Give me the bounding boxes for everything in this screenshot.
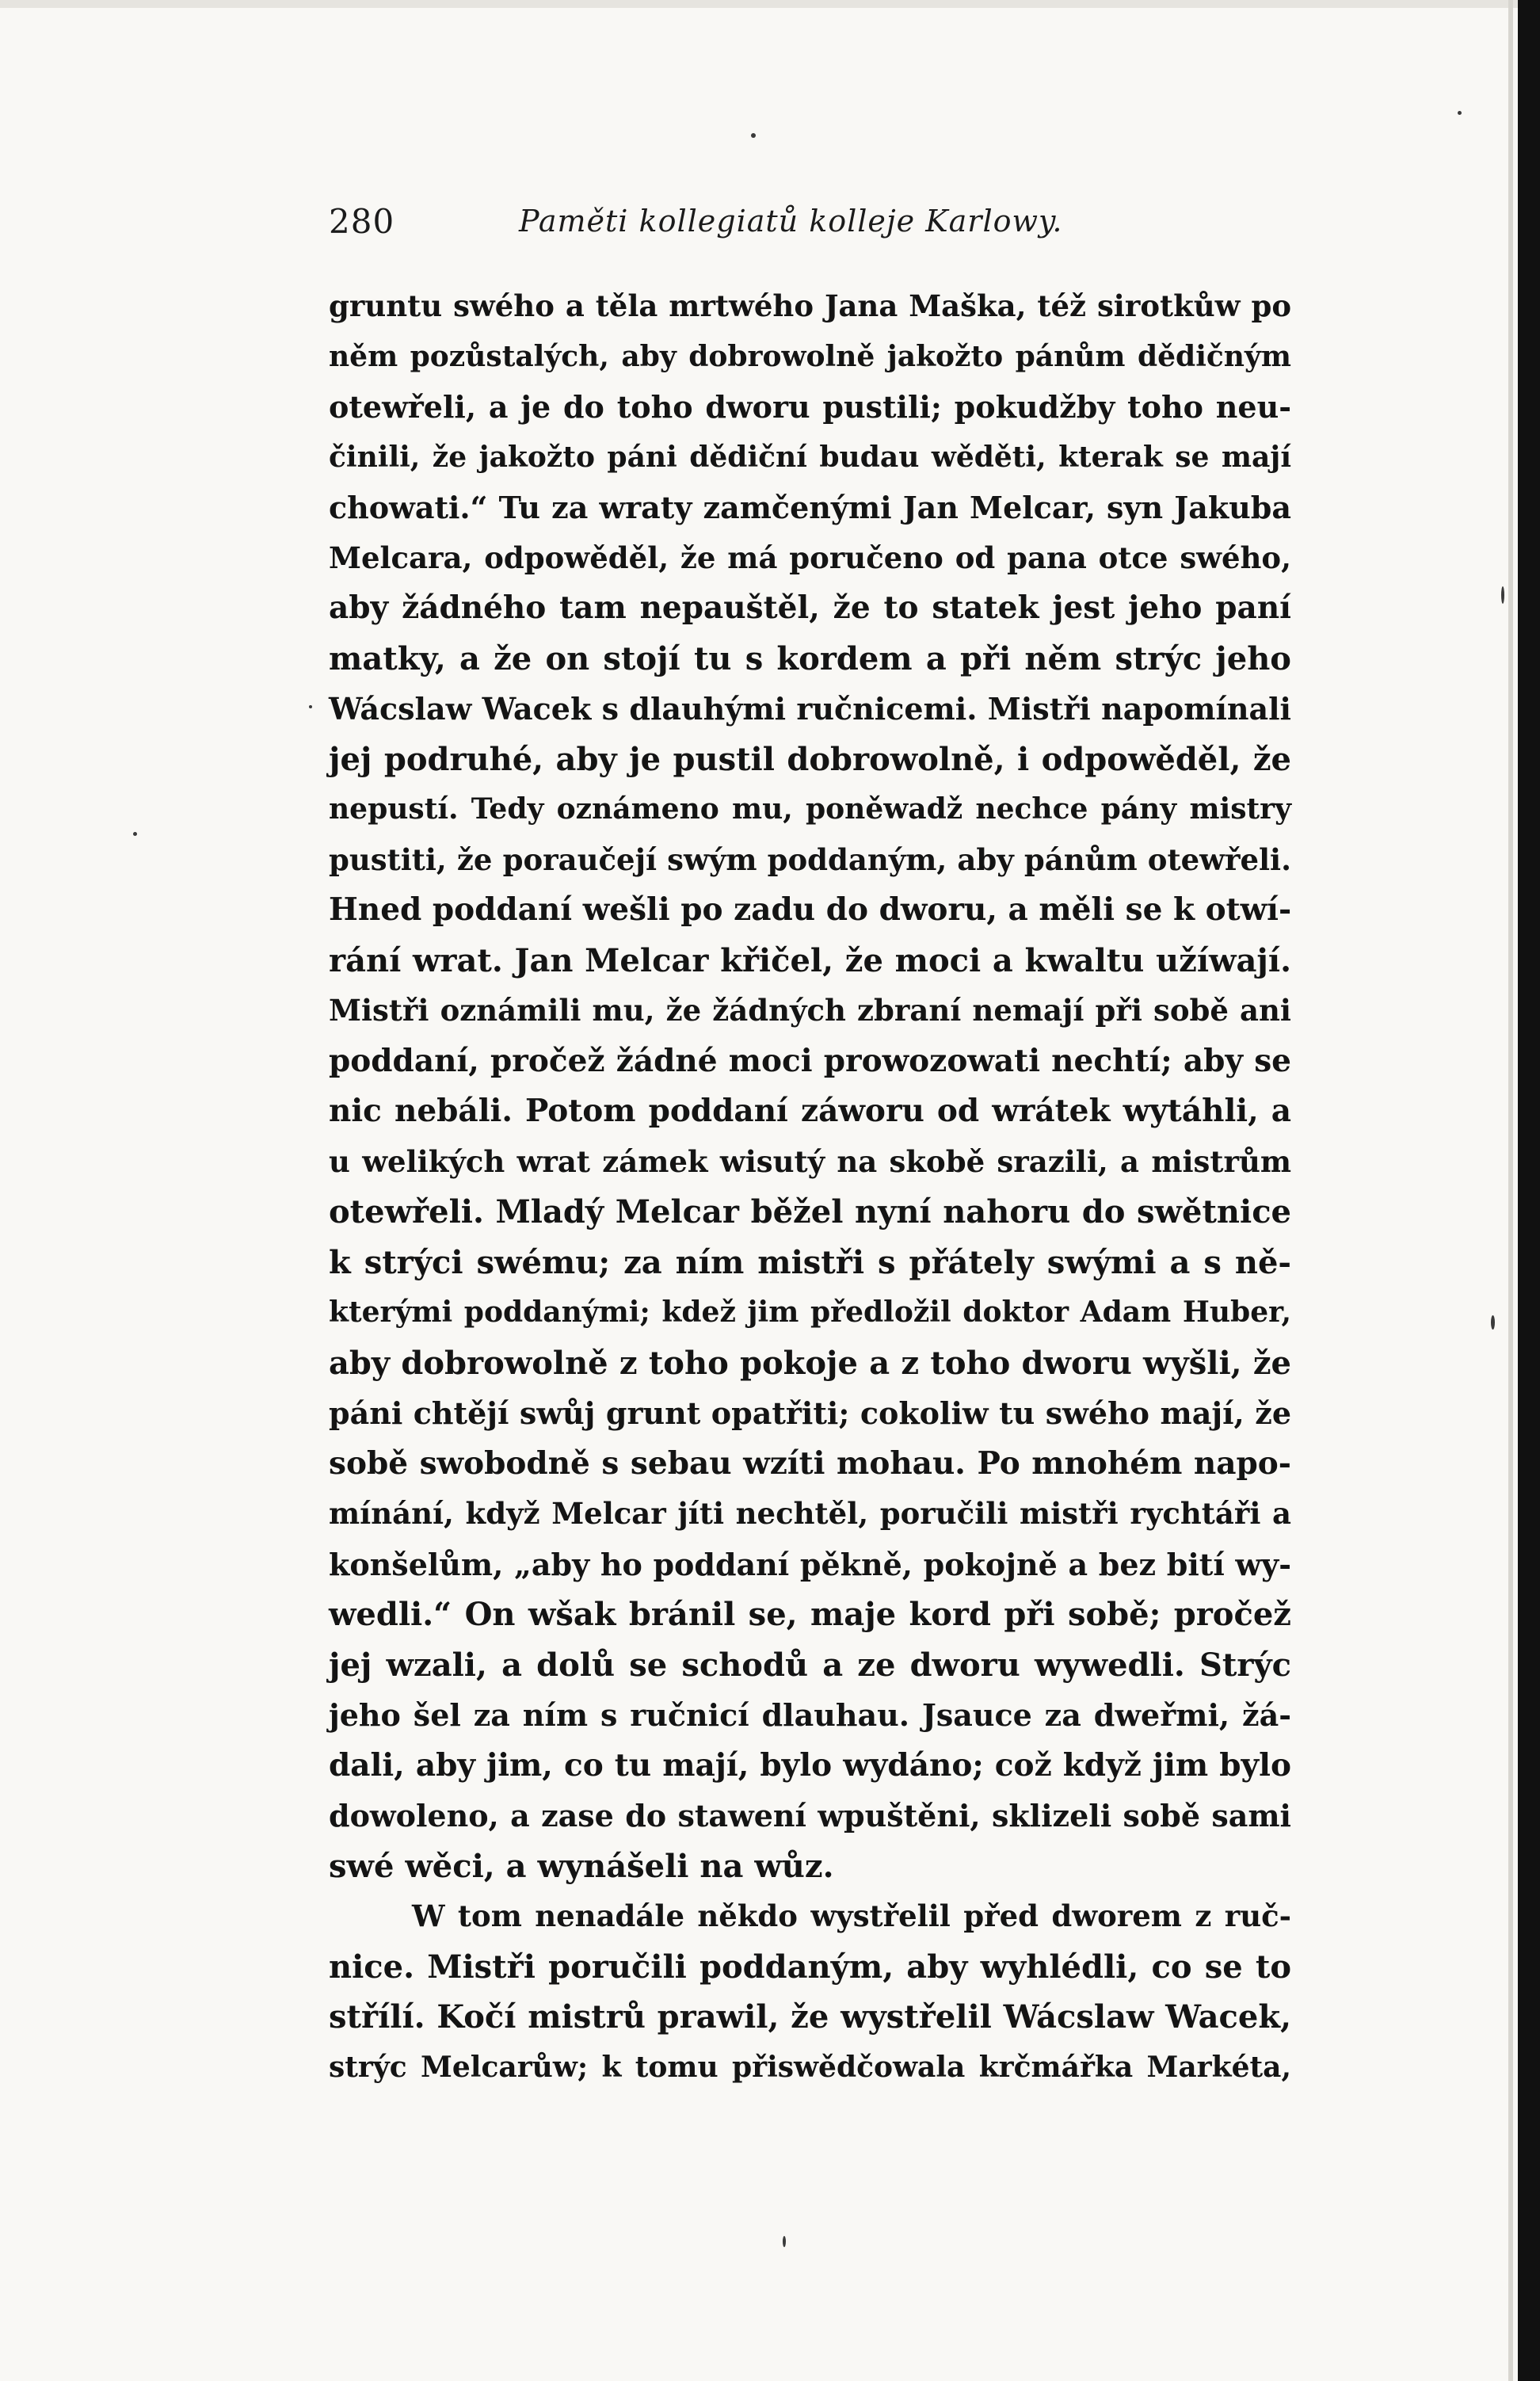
page-number: 280 [329,202,395,241]
text-line: sobě swobodně s sebau wzíti mohau. Po mnohém napo- [329,1444,1291,1482]
text-line: otewřeli, a je do toho dworu pustili; pokudžby toho neu- [329,389,1291,425]
text-line: wedli.“ On wšak bránil se, maje kord při sobě; pročež [329,1596,1291,1633]
paragraph-1 [329,281,1291,1891]
text-line: poddaní, pročež žádné moci prowozowati nechtí; aby se [329,1042,1291,1079]
text-line: rání wrat. Jan Melcar křičel, že moci a kwaltu užíwají. [329,941,1291,979]
text-line: Melcara, odpowěděl, že má poručeno od pana otce swého, [329,540,1291,575]
text-line: páni chtějí swůj grunt opatřiti; cokoliw tu swého mají, že [329,1395,1291,1431]
page-header [329,202,1299,250]
text-line: činili, že jakožto páni dědiční budau wěděti, kterak se mají [329,440,1291,474]
text-line: Hned poddaní wešli po zadu do dworu, a měli se k otwí- [329,891,1292,928]
text-line: aby dobrowolně z toho pokoje a z toho dworu wyšli, že [329,1344,1291,1382]
text-line: Wácslaw Wacek s dlauhými ručnicemi. Mistři napomínali [329,691,1291,727]
paragraph-2 [329,1891,1291,2093]
text-line: k strýci swému; za ním mistři s přátely swými a s ně- [329,1243,1291,1281]
text-line: strýc Melcarůw; k tomu přiswědčowala krčmářka Markéta, [329,2050,1291,2084]
text-line: střílí. Kočí mistrů prawil, že wystřelil Wácslaw Wacek, [329,1998,1291,2036]
text-line: pustiti, že poraučejí swým poddaným, aby pánům otewřeli. [329,841,1291,877]
text-line: W tom nenadále někdo wystřelil před dworem z ruč- [412,1898,1291,1933]
text-line: mínání, když Melcar jíti nechtěl, poručili mistři rychtáři a [329,1496,1291,1531]
text-line: matky, a že on stojí tu s kordem a při něm strýc jeho [329,639,1291,677]
speck [133,832,137,836]
text-line: nic nebáli. Potom poddaní záworu od wrátek wytáhli, a [329,1093,1291,1129]
text-line: otewřeli. Mladý Melcar běžel nyní nahoru do swětnice [329,1193,1291,1231]
text-line: Mistři oznámili mu, že žádných zbraní nemají při sobě ani [329,993,1291,1028]
text-line: nice. Mistři poručili poddaným, aby wyhlédli, co se to [329,1948,1291,1986]
text-line: dowoleno, a zase do stawení wpuštěni, sklizeli sobě sami [329,1798,1291,1833]
text-line: konšelům, „aby ho poddaní pěkně, pokojně a bez bití wy- [329,1546,1291,1582]
scan-top-edge [0,0,1540,8]
running-title: Paměti kollegiatů kolleje Karlowy. [519,204,1063,238]
text-line: jeho šel za ním s ručnicí dlauhau. Jsauce za dweřmi, žá- [329,1697,1291,1733]
speck [1501,586,1504,604]
speck [309,705,312,708]
text-line: u welikých wrat zámek wisutý na skobě srazili, a mistrům [329,1143,1291,1179]
text-line: dali, aby jim, co tu mají, bylo wydáno; což když jim bylo [329,1746,1291,1784]
text-line: nepustí. Tedy oznámeno mu, poněwadž nechce pány mistry [329,792,1291,826]
speck [783,2236,786,2247]
speck [1458,111,1462,115]
text-line: gruntu swého a těla mrtwého Jana Maška, též sirotkůw po [329,288,1291,323]
text-line: jej podruhé, aby je pustil dobrowolně, i odpowěděl, že [329,740,1291,778]
text-line: chowati.“ Tu za wraty zamčenými Jan Melcar, syn Jakuba [329,490,1291,525]
speck [1491,1315,1495,1330]
text-line: kterými poddanými; kdež jim předložil doktor Adam Huber, [329,1295,1291,1329]
text-line: swé wěci, a wynášeli na wůz. [329,1847,834,1885]
body-text [329,281,1291,2093]
text-line: jej wzali, a dolů se schodů a ze dworu wywedli. Strýc [329,1646,1291,1684]
scan-right-edge [1518,0,1540,2381]
text-line: aby žádného tam nepauštěl, že to statek jest jeho paní [329,590,1291,626]
page-gutter-shadow [1508,0,1513,2381]
speck [751,133,756,138]
text-line: něm pozůstalých, aby dobrowolně jakožto pánům dědičným [329,339,1291,373]
